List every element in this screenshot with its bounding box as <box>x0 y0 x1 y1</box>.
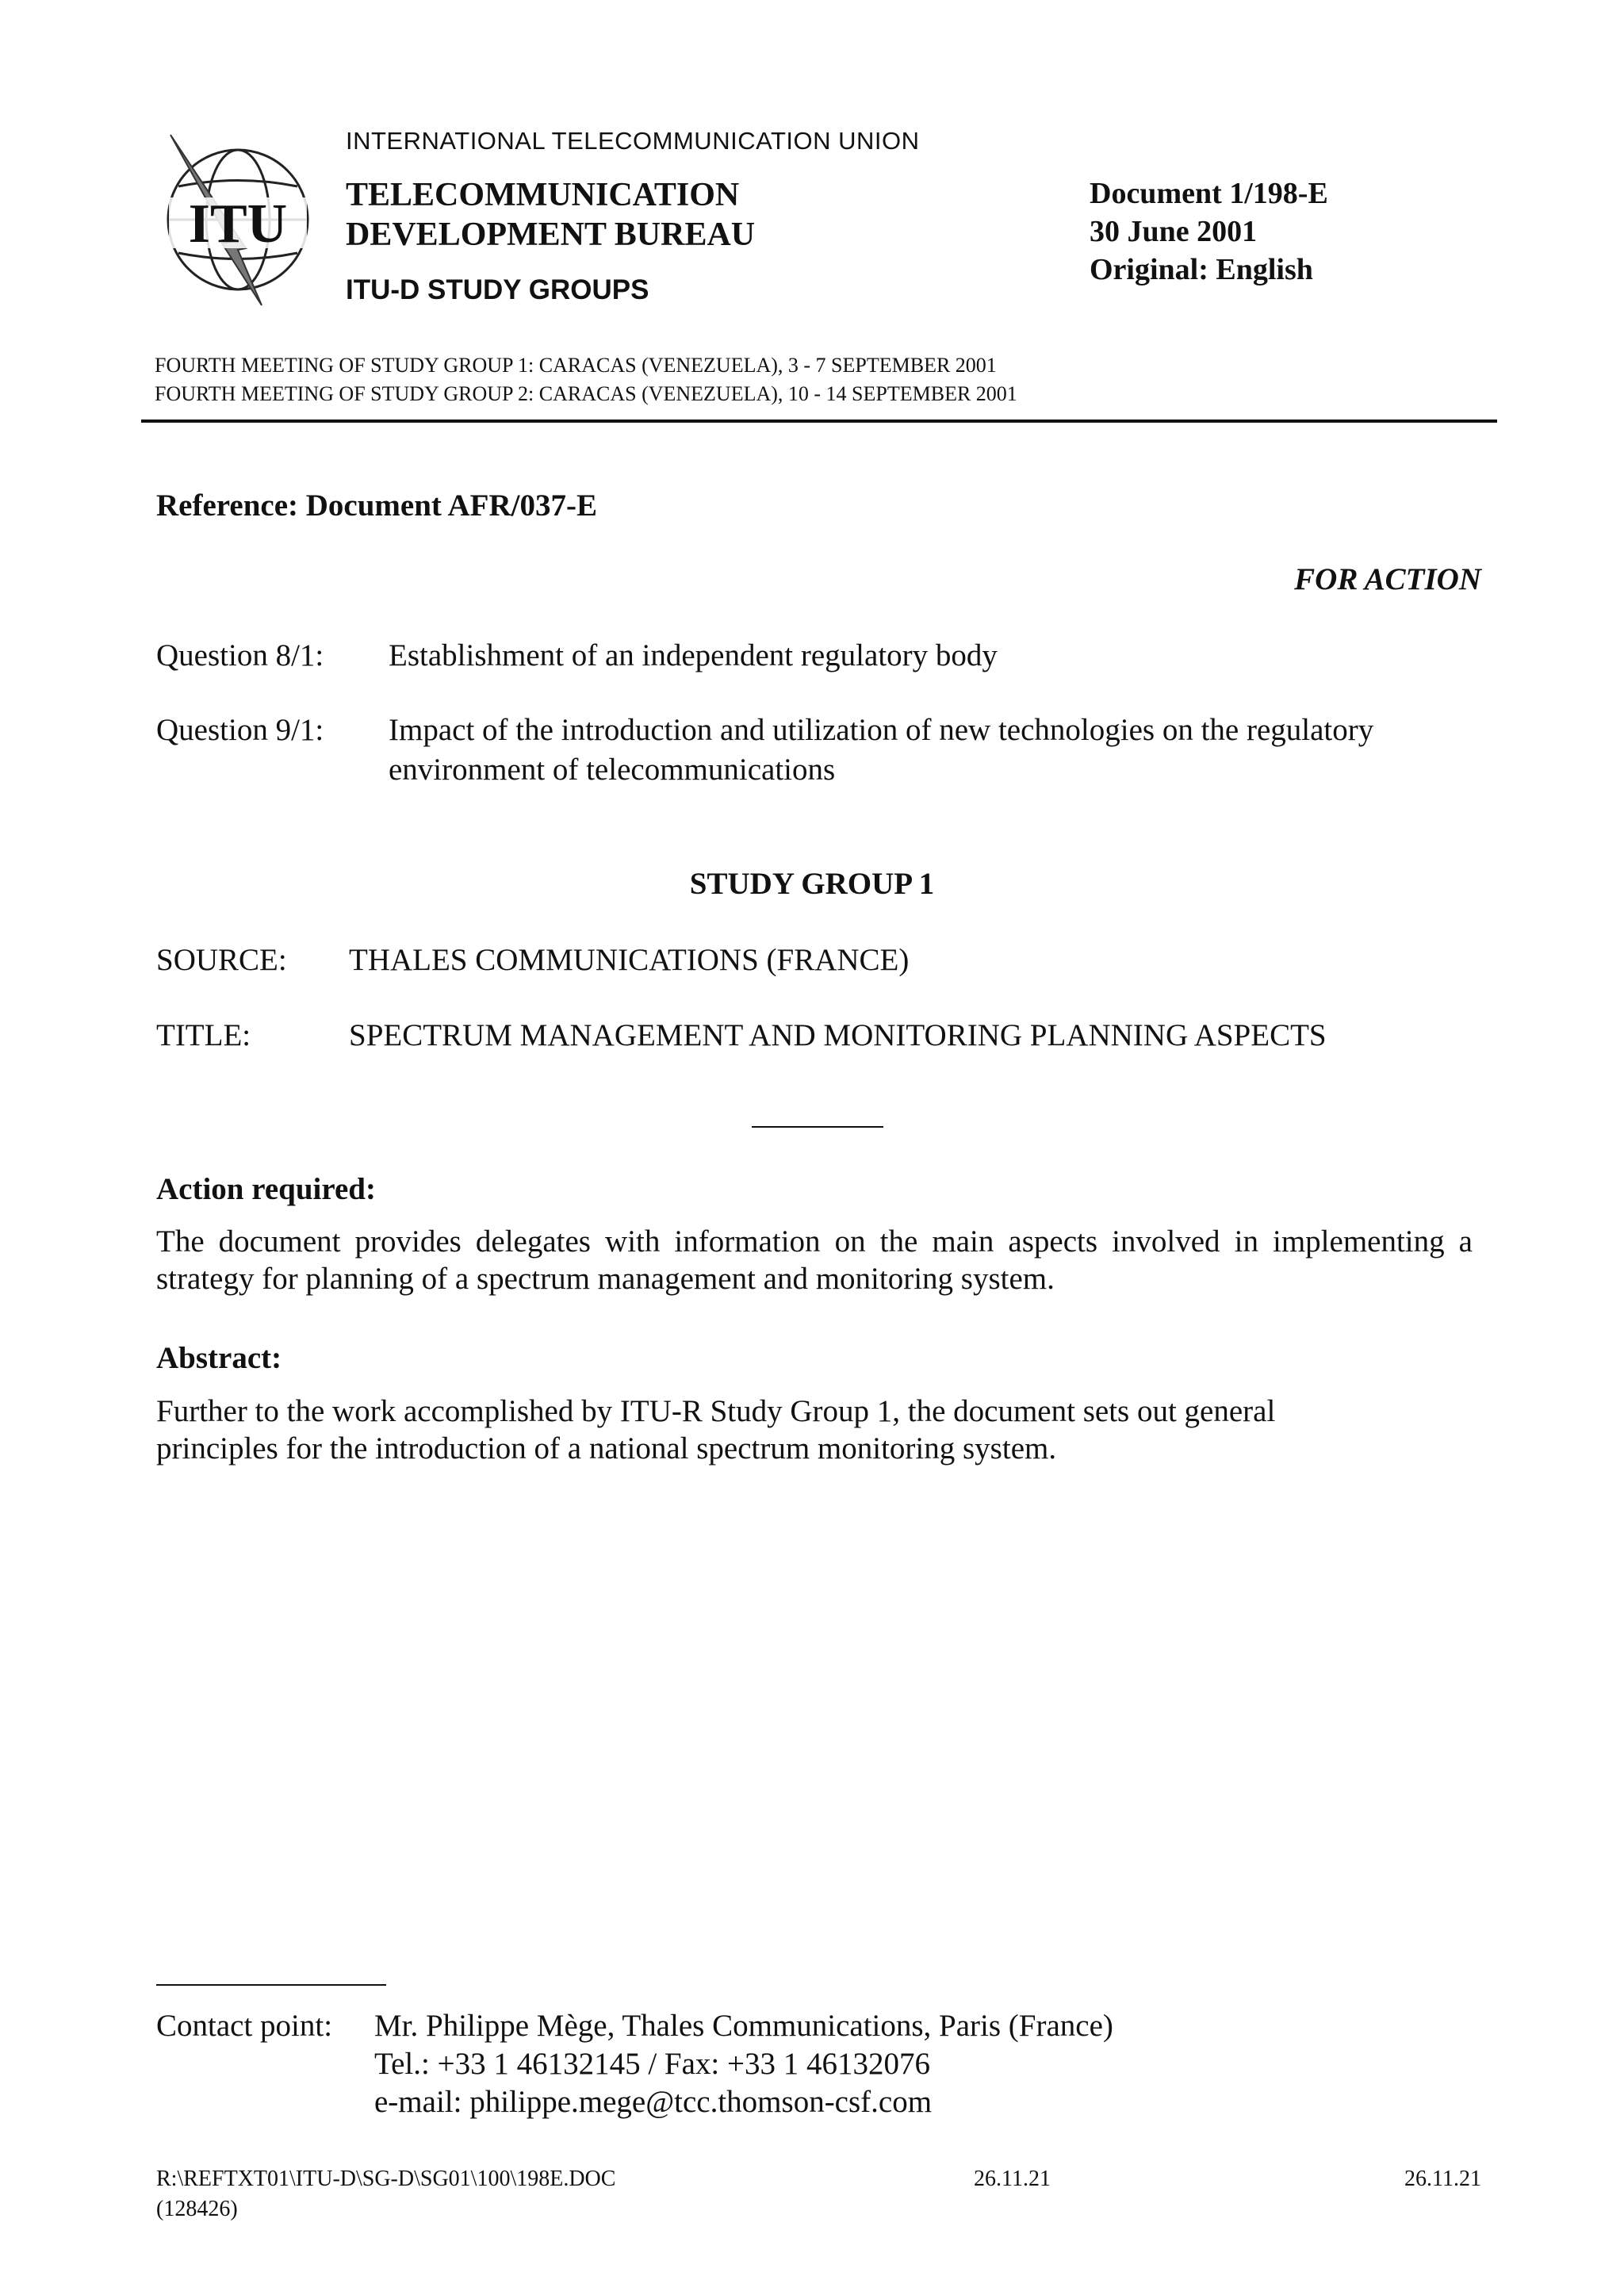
header-divider <box>141 420 1497 423</box>
footer-date-1: 26.11.21 <box>974 2167 1051 2191</box>
study-groups-label: ITU-D STUDY GROUPS <box>346 274 649 305</box>
footer-document-id: (128426) <box>156 2197 238 2221</box>
source-label: SOURCE: <box>156 943 287 977</box>
contact-name: Mr. Philippe Mège, Thales Communications, Paris (France) <box>374 2009 1113 2043</box>
contact-label: Contact point: <box>156 2009 333 2043</box>
document-original-language: Original: English <box>1090 253 1313 286</box>
meeting-line-2: FOURTH MEETING OF STUDY GROUP 2: CARACAS (VENEZUELA), 10 - 14 SEPTEMBER 2001 <box>155 382 1017 405</box>
abstract-heading: Abstract: <box>156 1341 282 1375</box>
reference: Reference: Document AFR/037-E <box>156 489 597 523</box>
itu-logo <box>155 131 321 313</box>
action-required-text: The document provides delegates with information on the main aspects involved in implementing a strategy for planning of a spectrum management and monitoring system. <box>156 1224 1473 1296</box>
for-action-label: FOR ACTION <box>1294 562 1481 596</box>
question-text: Impact of the introduction and utilization of new technologies on the regulatory <box>389 713 1374 747</box>
source-value: THALES COMMUNICATIONS (FRANCE) <box>349 943 910 977</box>
contact-email: e-mail: philippe.mege@tcc.thomson-csf.com <box>374 2085 933 2119</box>
meeting-line-1: FOURTH MEETING OF STUDY GROUP 1: CARACAS (VENEZUELA), 3 - 7 SEPTEMBER 2001 <box>155 354 997 377</box>
org-name: INTERNATIONAL TELECOMMUNICATION UNION <box>346 127 920 155</box>
abstract-text-line-2: principles for the introduction of a national spectrum monitoring system. <box>156 1431 1057 1466</box>
contact-phone-fax: Tel.: +33 1 46132145 / Fax: +33 1 46132076 <box>374 2047 930 2081</box>
document-date: 30 June 2001 <box>1090 215 1258 248</box>
footnote-separator <box>156 1984 386 1986</box>
question-text: Establishment of an independent regulatory body <box>389 638 998 672</box>
abstract-text-line-1: Further to the work accomplished by ITU-R Study Group 1, the document sets out general <box>156 1394 1276 1428</box>
study-group-heading: STUDY GROUP 1 <box>689 867 935 901</box>
document-number: Document 1/198-E <box>1090 177 1328 210</box>
logo-text: ITU <box>188 193 288 255</box>
question-label: Question 9/1: <box>156 713 324 747</box>
footer-file-path: R:\REFTXT01\ITU-D\SG-D\SG01\100\198E.DOC <box>156 2167 616 2191</box>
footer-date-2: 26.11.21 <box>1404 2167 1481 2191</box>
question-text-continued: environment of telecommunications <box>389 753 836 787</box>
question-label: Question 8/1: <box>156 638 324 672</box>
action-required-heading: Action required: <box>156 1172 376 1206</box>
section-separator <box>752 1126 883 1128</box>
bureau-line-1: TELECOMMUNICATION <box>346 177 740 213</box>
title-label: TITLE: <box>156 1018 251 1052</box>
bureau-line-2: DEVELOPMENT BUREAU <box>346 216 756 253</box>
title-value: SPECTRUM MANAGEMENT AND MONITORING PLANNING ASPECTS <box>349 1018 1327 1052</box>
